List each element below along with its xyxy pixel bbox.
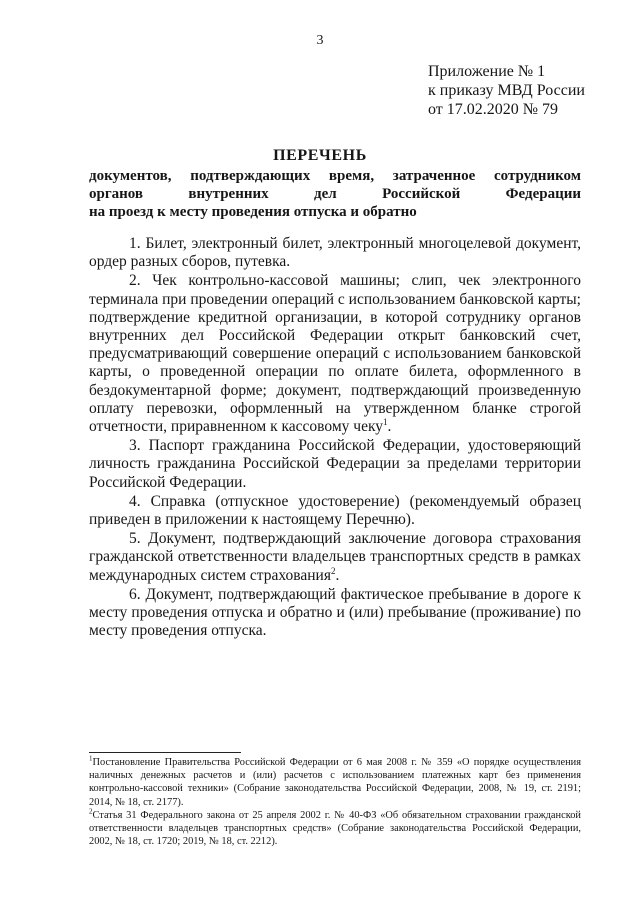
footnote [89,756,581,809]
footnotes [89,756,581,848]
subtitle-word: органов [89,186,144,202]
subtitle-word: внутренних [188,186,269,202]
list-item-tail: . [387,418,392,436]
footnote-mark: 2 [89,807,93,816]
subtitle-line-3: на проезд к месту проведения отпуска и обратно [89,204,417,220]
subtitle-line-2 [89,185,581,203]
appendix-line-2: к приказу МВД России [428,82,585,99]
list-item [89,272,581,436]
subtitle-word: подтверждающих [190,168,311,184]
list-item-text: 4. Справка (отпускное удостоверение) (рекомендуемый образец приведен в приложении к настоящему Перечню). [89,492,581,529]
subtitle-line-1 [89,167,581,185]
appendix-line-3: от 17.02.2020 № 79 [428,101,559,118]
footnote-marker: 1 [383,416,388,427]
document-subtitle [89,167,581,221]
document-title: ПЕРЕЧЕНЬ [273,147,367,164]
footnote-text: Постановление Правительства Российской Федерации от 6 мая 2008 г. № 359 «О порядке осуществления наличных денежных расчетов и (или) расчетов с использованием платежных карт без применения контрольно-кассовой техники» (Собрание законодательства Российской Федерации, 2008, № 19, ст. 2191; 2014, № 18, ст. 2177). [89,757,581,808]
footnote-separator [89,752,241,753]
list-item [89,586,581,641]
list-item [89,437,581,492]
subtitle-word: время, [328,168,375,184]
footnote-text: Статья 31 Федерального закона от 25 апреля 2002 г. № 40-ФЗ «Об обязательном страховании гражданской ответственности владельцев транспортных средств» (Собрание законодательства Российской Федерации, 2002, № 18, ст. 1720; 2019, № 18, ст. 2212). [89,809,581,848]
list-item-text: 2. Чек контрольно-кассовой машины; слип, чек электронного терминала при проведении операций с использованием банковской карты; подтверждение кредитной организации, в которой сотруднику органов внутренних дел Российской Федерации открыт банковский счет, предусматривающий совершение операций с использованием банковской карты, о проведенной операции по оплате билета, оформленного в бездокументарной форме; документ, подтверждающий произведенную оплату перевозки, оформленный на утвержденном бланке строгой отчетности, приравненном к кассовому чеку [89,272,581,436]
list-item-text: 1. Билет, электронный билет, электронный многоцелевой документ, ордер разных сборов, путевка. [89,235,581,271]
list-item-text: 5. Документ, подтверждающий заключение договора страхования гражданской ответственности владельцев транспортных средств в рамках международных систем страхования [89,530,581,584]
document-list [89,235,581,640]
list-item [89,235,581,271]
list-item [89,530,581,585]
subtitle-word: дел [314,186,337,202]
subtitle-word: Федерации [505,186,581,202]
subtitle-word: документов, [89,168,172,184]
footnote-mark: 1 [89,754,93,763]
footnote [89,809,581,849]
subtitle-word: Российской [382,186,461,202]
list-item-text: 6. Документ, подтверждающий фактическое пребывание в дороге к месту проведения отпуска и обратно и (или) пребывание (проживание) по месту проведения отпуска. [89,585,581,640]
page-number: 3 [316,33,324,48]
subtitle-word: сотрудником [494,168,581,184]
list-item [89,493,581,529]
list-item-text: 3. Паспорт гражданина Российской Федерации, удостоверяющий личность гражданина Российской Федерации за пределами территории Российской Федерации. [89,437,581,491]
list-item-tail: . [335,566,340,584]
appendix-reference [428,62,585,119]
footnote-marker: 2 [330,565,336,576]
appendix-line-1: Приложение № 1 [428,63,546,80]
subtitle-word: затраченное [392,168,476,184]
